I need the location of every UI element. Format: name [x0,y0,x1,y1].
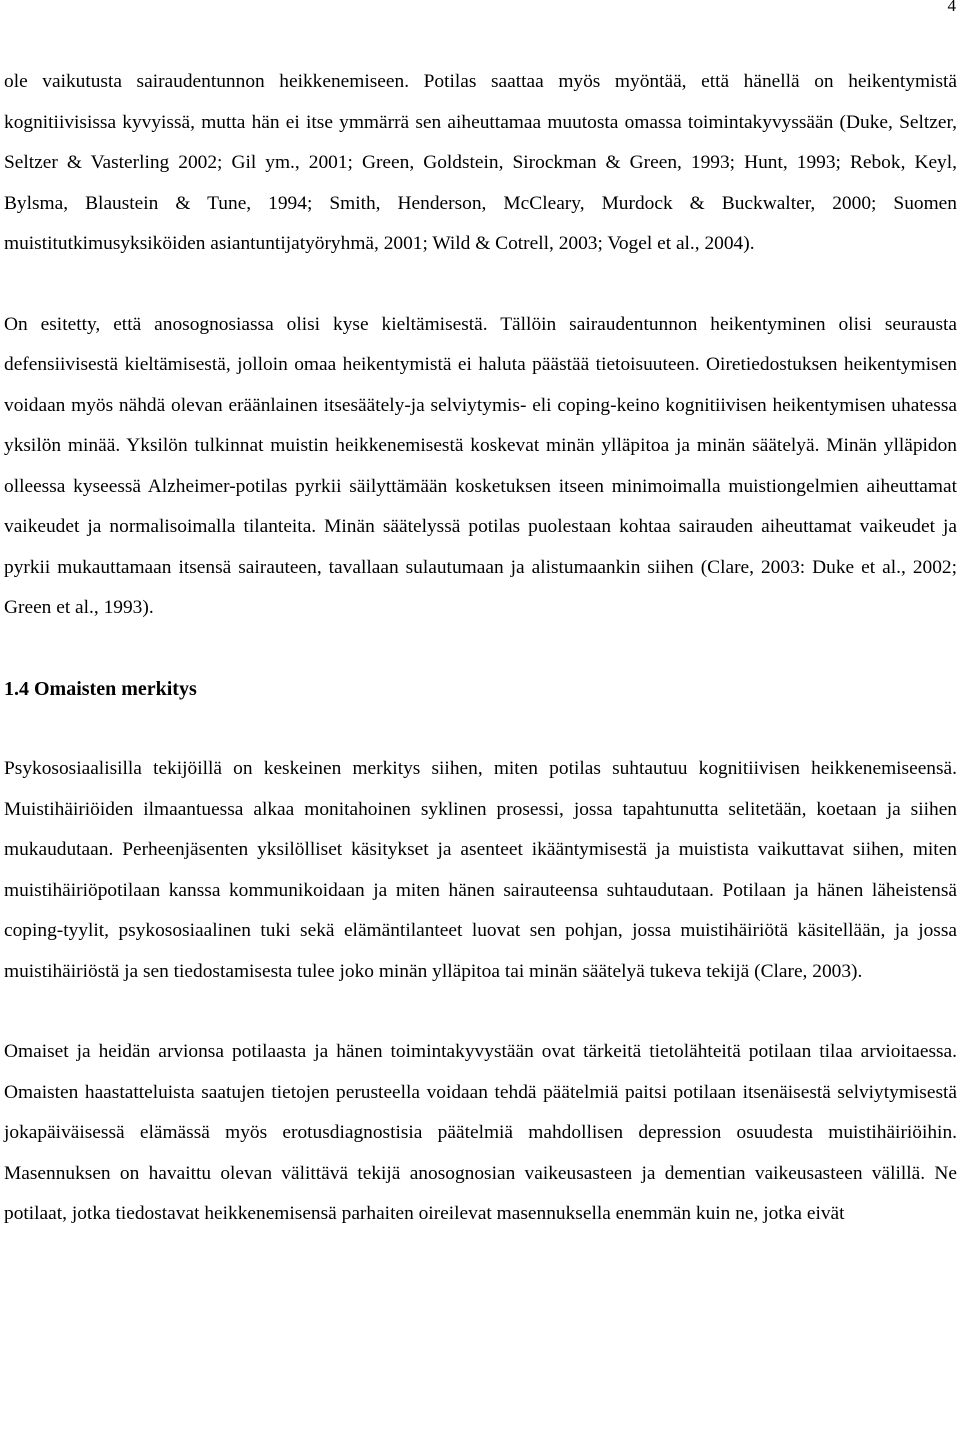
section-heading: 1.4 Omaisten merkitys [4,677,197,700]
paragraph-psychosocial: Psykososiaalisilla tekijöillä on keskeinen merkitys siihen, miten potilas suhtautuu kognitiivisen heikkenemiseensä. Muistihäiriöiden ilmaantuessa alkaa monitahoinen syklinen prosessi, jossa tapahtunutta selitetään, koetaan ja siihen mukaudutaan. Perheenjäsenten yksilölliset käsitykset ja asenteet ikääntymisestä ja muistista vaikuttavat siihen, miten muistihäiriöpotilaan kanssa kommunikoidaan ja miten hänen sairauteensa suhtaudutaan. Potilaan ja hänen läheistensä coping-tyylit, psykososiaalinen tuki sekä elämäntilanteet luovat sen pohjan, jossa muistihäiriötä käsitellään, ja jossa muistihäiriöstä ja sen tiedostamisesta tulee joko minän ylläpitoa tai minän säätelyä tukeva tekijä (Clare, 2003). [4,758,957,982]
page-number: 4 [947,0,956,15]
body-text [4,62,957,1235]
paragraph-anosognosia-intro: ole vaikutusta sairaudentunnon heikkenemiseen. Potilas saattaa myös myöntää, että hänellä on heikentymistä kognitiivisissa kyvyissä, mutta hän ei itse ymmärrä sen aiheuttamaa muutosta omassa toimintakyvyssään (Duke, Seltzer, Seltzer & Vasterling 2002; Gil ym., 2001; Green, Goldstein, Sirockman & Green, 1993; Hunt, 1993; Rebok, Keyl, Bylsma, Blaustein & Tune, 1994; Smith, Henderson, McCleary, Murdock & Buckwalter, 2000; Suomen muistitutkimusyksiköiden asiantuntijatyöryhmä, 2001; Wild & Cotrell, 2003; Vogel et al., 2004). [4,71,957,254]
paragraph-relatives: Omaiset ja heidän arvionsa potilaasta ja hänen toimintakyvystään ovat tärkeitä tietolähteitä potilaan tilaa arvioitaessa. Omaisten haastatteluista saatujen tietojen perusteella voidaan tehdä päätelmiä paitsi potilaan itsenäisestä selviytymisestä jokapäiväisessä elämässä myös erotusdiagnostisia päätelmiä mahdollisen depression osuudesta muistihäiriöihin. Masennuksen on havaittu olevan välittävä tekijä anosognosian vaikeusasteen ja dementian vaikeusasteen välillä. Ne potilaat, jotka tiedostavat heikkenemisensä parhaiten oireilevat masennuksella enemmän kuin ne, jotka eivät [4,1041,957,1224]
paragraph-denial: On esitetty, että anosognosiassa olisi kyse kieltämisestä. Tällöin sairaudentunnon heikentyminen olisi seurausta defensiivisestä kieltämisestä, jolloin omaa heikentymistä ei haluta päästää tietoisuuteen. Oiretiedostuksen heikentymisen voidaan myös nähdä olevan eräänlainen itsesäätely-ja selviytymis- eli coping-keino kognitiivisen heikentymisen uhatessa yksilön minää. Yksilön tulkinnat muistin heikkenemisestä koskevat minän ylläpitoa ja minän säätelyä. Minän ylläpidon olleessa kyseessä Alzheimer-potilas pyrkii säilyttämään kosketuksen itseen minimoimalla muistiongelmien aiheuttamat vaikeudet ja normalisoimalla tilanteita. Minän säätelyssä potilas puolestaan kohtaa sairauden aiheuttamat vaikeudet ja pyrkii mukauttamaan itsensä sairauteen, tavallaan sulautumaan ja alistumaankin siihen (Clare, 2003: Duke et al., 2002; Green et al., 1993). [4,313,957,618]
